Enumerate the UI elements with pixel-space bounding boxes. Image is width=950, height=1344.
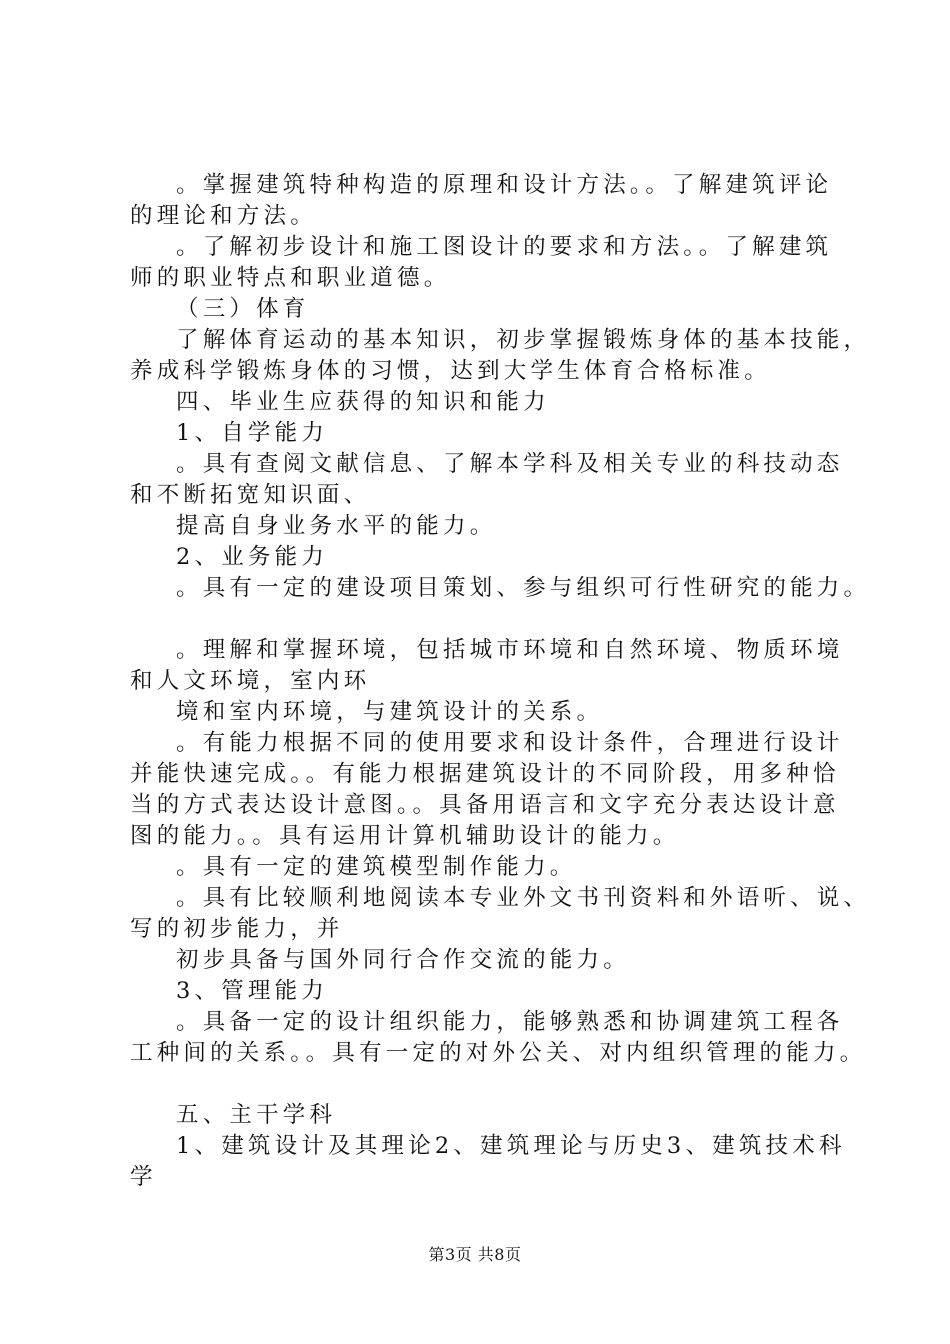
paragraph-line: 。掌握建筑特种构造的原理和设计方法。。了解建筑评论 (176, 172, 833, 198)
paragraph-line: 境和室内环境，与建筑设计的关系。 (176, 699, 604, 725)
page-number-footer: 第3页 共8页 (428, 1245, 522, 1264)
paragraph-line: 师的职业特点和职业道德。 (130, 265, 451, 291)
section-heading: （三）体育 (176, 296, 310, 322)
paragraph-line: 。有能力根据不同的使用要求和设计条件，合理进行设计 (176, 730, 844, 756)
paragraph-line: 初步具备与国外同行合作交流的能力。 (176, 947, 630, 973)
body-text (130, 170, 871, 1193)
paragraph-line: 1、建筑设计及其理论2、建筑理论与历史3、建筑技术科 (176, 1133, 846, 1159)
section-heading: 四、毕业生应获得的知识和能力 (176, 389, 550, 415)
paragraph-line: 学 (130, 1164, 157, 1190)
paragraph-line: 。理解和掌握环境，包括城市环境和自然环境、物质环境 (176, 637, 844, 663)
paragraph-line: 图的能力。。具有运用计算机辅助设计的能力。 (130, 823, 680, 849)
paragraph-line: 和人文环境，室内环 (130, 668, 371, 694)
paragraph-line: 工种间的关系。。具有一定的对外公关、对内组织管理的能力。 (130, 1040, 867, 1066)
subsection-heading: 2、业务能力 (176, 544, 329, 570)
subsection-heading: 3、管理能力 (176, 978, 329, 1004)
paragraph-line: 了解体育运动的基本知识，初步掌握锻炼身体的基本技能， (176, 327, 871, 353)
paragraph-line: 和不断拓宽知识面、 (130, 482, 371, 508)
paragraph-line: 提高自身业务水平的能力。 (176, 513, 497, 539)
paragraph-line: 写的初步能力，并 (130, 916, 344, 942)
paragraph-line: 。具有比较顺利地阅读本专业外文书刊资料和外语听、说、 (176, 885, 871, 911)
paragraph-line: 。具有一定的建设项目策划、参与组织可行性研究的能力。 (176, 575, 871, 601)
paragraph-line: 。具备一定的设计组织能力，能够熟悉和协调建筑工程各 (176, 1009, 844, 1035)
paragraph-line: 。具有查阅文献信息、了解本学科及相关专业的科技动态 (176, 451, 844, 477)
paragraph-line: 。具有一定的建筑模型制作能力。 (176, 854, 577, 880)
paragraph-gap (130, 604, 850, 635)
paragraph-line: 养成科学锻炼身体的习惯，达到大学生体育合格标准。 (130, 358, 771, 384)
subsection-heading: 1、自学能力 (176, 420, 329, 446)
section-heading: 五、主干学科 (176, 1102, 337, 1128)
paragraph-line: 当的方式表达设计意图。。具备用语言和文字充分表达设计意 (130, 792, 840, 818)
paragraph-line: 并能快速完成。。有能力根据建筑设计的不同阶段，用多种恰 (130, 761, 840, 787)
paragraph-gap (130, 1069, 850, 1100)
paragraph-line: 的理论和方法。 (130, 203, 317, 229)
paragraph-line: 。了解初步设计和施工图设计的要求和方法。。了解建筑 (176, 234, 833, 260)
